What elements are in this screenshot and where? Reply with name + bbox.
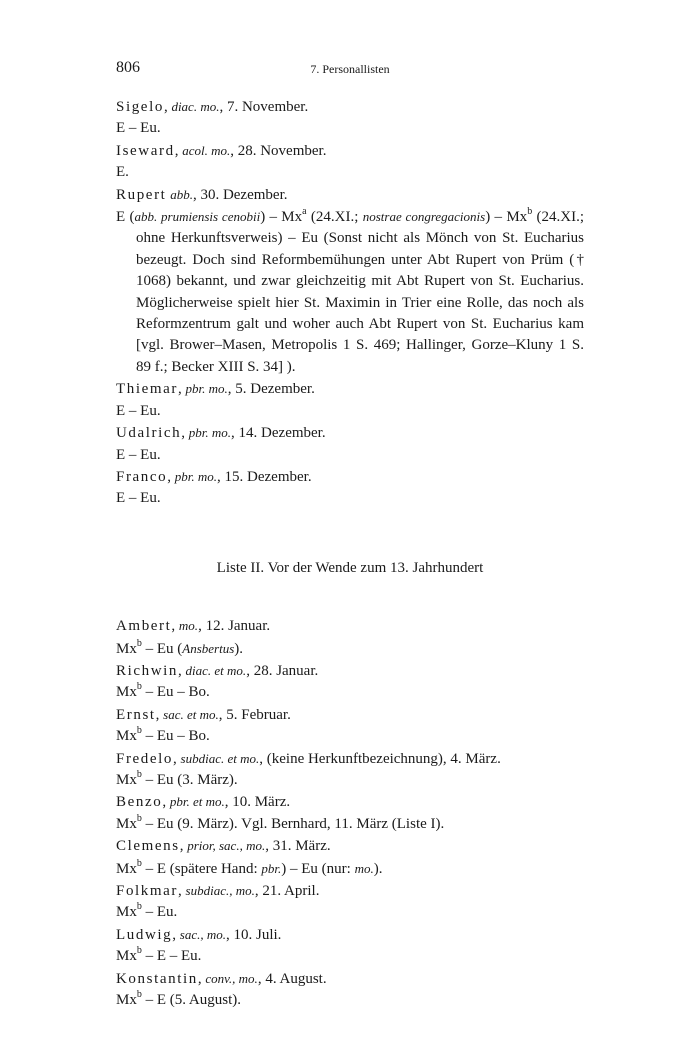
entry-name: Rupert [116, 186, 167, 203]
source-italic: Ansbertus [182, 640, 235, 656]
list-two [116, 615, 584, 1011]
note-superscript: b [527, 206, 533, 218]
entry-role: pbr. mo. [185, 381, 228, 397]
note-text: (24.XI.; [306, 209, 363, 226]
source-text: – Eu ( [141, 640, 183, 657]
entry-date: 5. Dezember. [235, 381, 315, 398]
source-text: Mx [116, 771, 137, 788]
note-italic: nostrae congregacionis [362, 209, 486, 225]
entry-name: Thiemar [116, 381, 179, 398]
entry-source [116, 814, 584, 835]
source-superscript: b [136, 989, 142, 1001]
note-text: (24.XI.; ohne Herkunftsverweis) – Eu (Sonst nicht als Mönch von St. Eucharius bezeugt. Doch sind Reformbemühungen unter Abt Rupert von Prüm († 1068) bekannt, und zwar gleichzeitig mit Abt Rupert von St. Eucharius. Möglicherweise spielt hier St. Maximin in Trier eine Rolle, das noch als Reformzentrum galt und woher auch Abt Rupert von St. Eucharius kam [vgl. Brower–Masen, Metropolis 1 S. 469; Hallinger, Gorze–Kluny 1 S. 89 f.; Becker XIII S. 34] ). [136, 209, 584, 375]
source-text: – Eu. [141, 904, 178, 921]
entry-role: conv., mo. [205, 970, 258, 986]
source-text: – Eu – Bo. [141, 728, 210, 745]
entry-source: E – Eu. [116, 446, 161, 463]
entry-rupert [116, 184, 584, 379]
text-body [116, 96, 584, 1011]
list-entry [116, 748, 584, 792]
entry-head: Franco, pbr. mo., 15. Dezember. [116, 468, 312, 485]
entry-source [116, 682, 584, 703]
entry-name: Fredelo [116, 750, 174, 767]
entry-head: Ludwig, sac., mo., 10. Juli. [116, 926, 282, 943]
entry-name: Franco [116, 468, 168, 485]
entry-source: E. [116, 164, 129, 181]
entry-head: Fredelo, subdiac. et mo., (keine Herkunftbezeichnung), 4. März. [116, 750, 501, 767]
source-superscript: b [136, 945, 142, 957]
list-entry [116, 140, 584, 184]
entry-date: 7. November. [226, 99, 309, 115]
list-one-part-a [116, 96, 584, 184]
entry-role: pbr. mo. [188, 425, 232, 441]
entry-source: E – Eu. [116, 402, 161, 419]
entry-date: 5. Februar. [226, 706, 291, 723]
list-one-part-b [116, 378, 584, 509]
list-entry [116, 96, 584, 140]
source-text: Mx [116, 640, 137, 657]
source-text: Mx [116, 815, 137, 832]
note-italic: abb. prumiensis cenobii [134, 209, 261, 225]
entry-role: sac., mo. [179, 926, 226, 942]
entry-role: diac. et mo. [185, 662, 247, 678]
source-text: Mx [116, 684, 137, 701]
entry-source-note [116, 206, 584, 378]
entry-head: Sigelo, diac. mo., 7. November. [116, 99, 309, 115]
list-entry [116, 378, 584, 422]
source-italic: pbr. [261, 860, 282, 876]
list-entry [116, 924, 584, 968]
page-number: 806 [116, 59, 140, 76]
entry-head: Clemens, prior, sac., mo., 31. März. [116, 838, 331, 855]
entry-name: Sigelo [116, 99, 164, 115]
source-superscript: b [136, 725, 142, 737]
list-entry [116, 791, 584, 835]
entry-name: Iseward [116, 142, 175, 159]
source-text: Mx [116, 728, 137, 745]
entry-role: diac. mo. [171, 99, 220, 114]
entry-date: 28. Januar. [253, 662, 319, 679]
note-superscript: a [302, 206, 307, 218]
source-text: – E – Eu. [141, 948, 202, 965]
entry-head: Benzo, pbr. et mo., 10. März. [116, 794, 291, 811]
entry-name: Udalrich [116, 425, 182, 442]
list-entry [116, 615, 584, 660]
entry-source [116, 990, 584, 1011]
source-text: – Eu (3. März). [141, 771, 238, 788]
list-entry [116, 660, 584, 704]
note-text: E ( [116, 209, 135, 226]
source-text: Mx [116, 904, 137, 921]
entry-source: E – Eu. [116, 490, 161, 507]
source-text: ). [373, 860, 383, 877]
list-entry [116, 835, 584, 880]
source-italic: mo. [354, 860, 374, 876]
entry-date: 28. November. [237, 142, 327, 159]
entry-date: 14. Dezember. [238, 425, 326, 442]
source-text: Mx [116, 948, 137, 965]
entry-date: 4. August. [265, 970, 327, 987]
entry-source [116, 770, 584, 791]
entry-role: pbr. mo. [174, 468, 218, 484]
note-text: ) – Mx [260, 209, 303, 226]
entry-role: subdiac. et mo. [180, 750, 260, 766]
entry-date: 15. Dezember. [224, 468, 312, 485]
list-entry [116, 704, 584, 748]
entry-head: Udalrich, pbr. mo., 14. Dezember. [116, 425, 326, 442]
entry-name: Ludwig [116, 926, 173, 943]
entry-source [116, 902, 584, 923]
entry-role: acol. mo. [182, 142, 231, 158]
source-text: ) – Eu (nur: [281, 860, 355, 877]
entry-head: Konstantin, conv., mo., 4. August. [116, 970, 327, 987]
entry-role: mo. [178, 618, 199, 634]
list-entry [116, 466, 584, 510]
entry-role: prior, sac., mo. [187, 838, 266, 854]
entry-head: Thiemar, pbr. mo., 5. Dezember. [116, 381, 315, 398]
entry-role: subdiac., mo. [185, 883, 255, 898]
source-text: – E (5. August). [141, 992, 242, 1009]
entry-source: E – Eu. [116, 120, 161, 137]
page-header [116, 59, 584, 79]
entry-date: (keine Herkunftbezeichnung), 4. März. [266, 750, 501, 767]
list-entry [116, 968, 584, 1012]
entry-name: Benzo [116, 794, 163, 811]
entry-role: sac. et mo. [163, 706, 219, 722]
source-superscript: b [136, 768, 142, 780]
running-title: 7. Personallisten [310, 62, 390, 76]
source-text: ). [234, 640, 244, 657]
source-text: Mx [116, 860, 137, 877]
entry-head: Iseward, acol. mo., 28. November. [116, 142, 327, 159]
entry-date: 10. März. [232, 794, 291, 811]
entry-source [116, 726, 584, 747]
entry-head: Ambert, mo., 12. Januar. [116, 618, 271, 635]
entry-name: Konstantin [116, 970, 198, 987]
source-superscript: b [136, 637, 142, 649]
list-two-heading: Liste II. Vor der Wende zum 13. Jahrhundert [216, 559, 484, 576]
list-entry [116, 880, 584, 924]
entry-role: pbr. et mo. [169, 794, 225, 810]
source-text: Mx [116, 992, 137, 1009]
entry-name: Richwin [116, 662, 179, 679]
entry-head: Richwin, diac. et mo., 28. Januar. [116, 662, 319, 679]
entry-name: Ernst [116, 706, 156, 723]
entry-date: 31. März. [272, 838, 331, 855]
entry-head: Folkmar, subdiac., mo., 21. April. [116, 883, 320, 899]
entry-source [116, 946, 584, 967]
entry-head: Rupert abb., 30. Dezember. [116, 186, 288, 203]
entry-date: 30. Dezember. [200, 186, 288, 203]
source-superscript: b [136, 812, 142, 824]
source-text: – E (spätere Hand: [141, 860, 262, 877]
source-superscript: b [136, 681, 142, 693]
entry-date: 21. April. [262, 883, 320, 899]
entry-role: abb. [170, 186, 193, 202]
entry-head: Ernst, sac. et mo., 5. Februar. [116, 706, 291, 723]
entry-source [116, 858, 584, 880]
entry-name: Ambert [116, 618, 172, 635]
note-text: ) – Mx [485, 209, 528, 226]
entry-source [116, 638, 584, 660]
list-entry [116, 422, 584, 466]
source-superscript: b [136, 857, 142, 869]
entry-name: Clemens [116, 838, 180, 855]
source-text: – Eu – Bo. [141, 684, 210, 701]
source-superscript: b [136, 901, 142, 913]
entry-date: 12. Januar. [205, 618, 271, 635]
entry-date: 10. Juli. [233, 926, 282, 943]
source-text: – Eu (9. März). Vgl. Bernhard, 11. März (Liste I). [141, 815, 445, 832]
entry-name: Folkmar [116, 883, 179, 899]
